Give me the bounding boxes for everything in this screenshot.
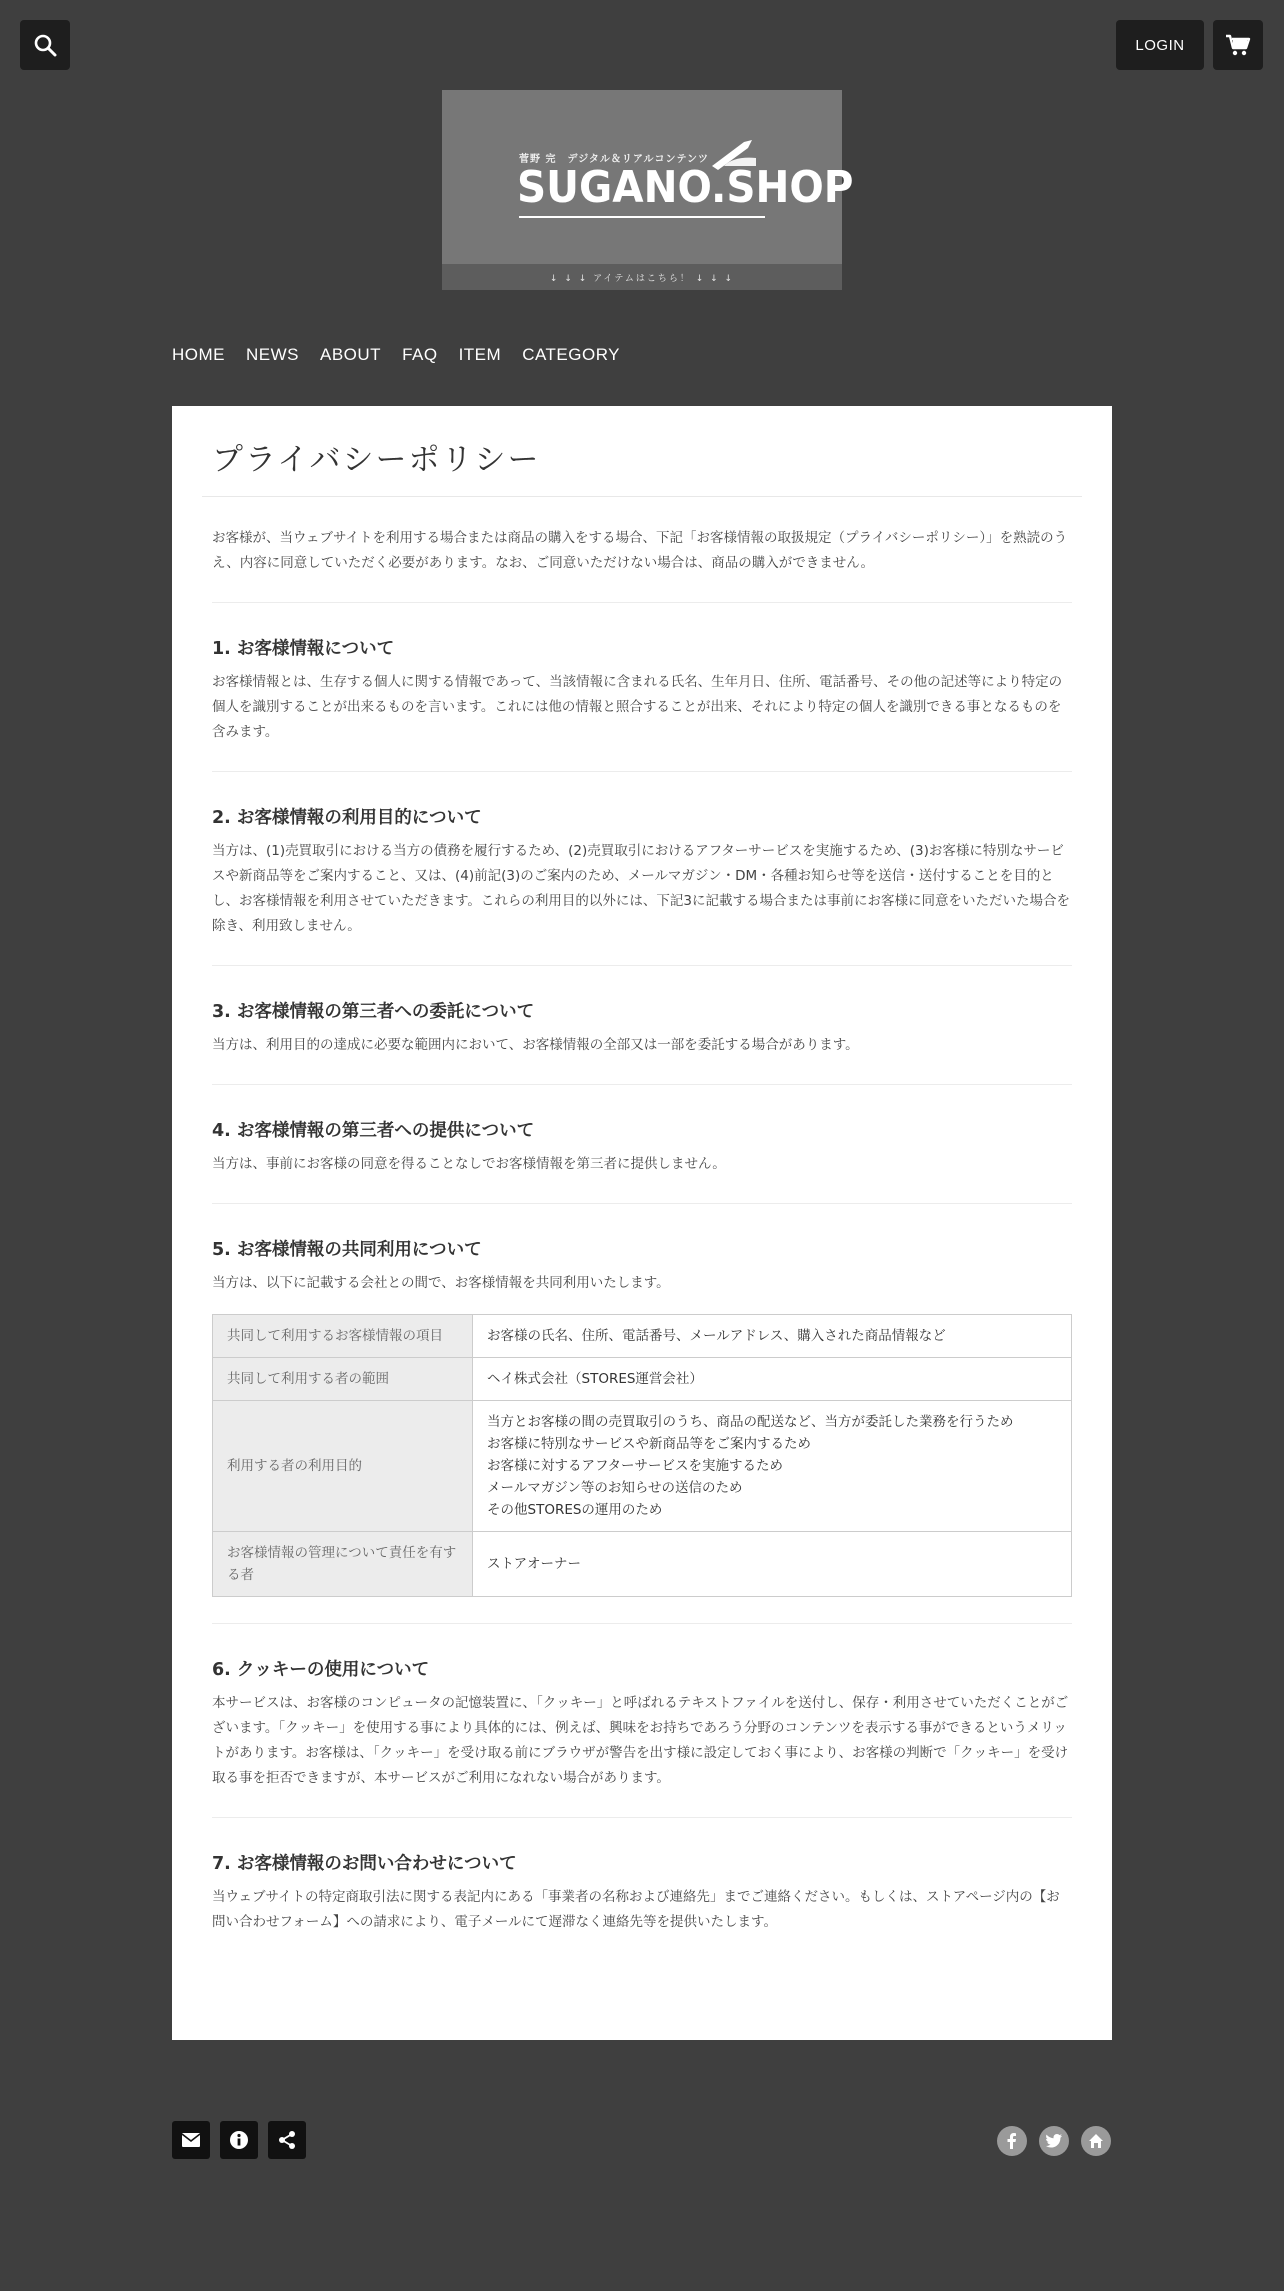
info-button[interactable] — [220, 2121, 258, 2159]
divider — [212, 602, 1072, 603]
home-icon — [1088, 2133, 1104, 2149]
section-heading: 7. お客様情報のお問い合わせについて — [212, 1854, 517, 1874]
section-heading: 3. お客様情報の第三者への委託について — [212, 1002, 535, 1022]
facebook-icon — [1005, 2133, 1019, 2149]
contact-button[interactable] — [172, 2121, 210, 2159]
purpose-line: メールマガジン等のお知らせの送信のため — [487, 1480, 743, 1496]
purpose-line: お客様に特別なサービスや新商品等をご案内するため — [487, 1436, 811, 1452]
facebook-link[interactable] — [997, 2126, 1027, 2156]
nav-news[interactable]: NEWS — [246, 345, 299, 364]
twitter-link[interactable] — [1039, 2126, 1069, 2156]
share-button[interactable] — [268, 2121, 306, 2159]
purpose-line: その他STORESの運用のため — [487, 1502, 663, 1518]
page-title: プライバシーポリシー — [212, 442, 541, 478]
table-cell: ストアオーナー — [473, 1532, 1072, 1597]
info-icon — [229, 2130, 249, 2150]
nav-home[interactable]: HOME — [172, 345, 225, 364]
cart-button[interactable] — [1213, 20, 1263, 70]
home-link[interactable] — [1081, 2126, 1111, 2156]
main-nav — [172, 345, 641, 365]
divider — [212, 1203, 1072, 1204]
section-heading: 2. お客様情報の利用目的について — [212, 808, 482, 828]
footer-links — [172, 2121, 306, 2159]
divider — [212, 1623, 1072, 1624]
section-heading: 4. お客様情報の第三者への提供について — [212, 1121, 535, 1141]
shop-logo[interactable] — [442, 90, 854, 290]
table-row — [213, 1401, 1072, 1532]
twitter-icon — [1046, 2134, 1062, 2148]
table-header-cell: お客様情報の管理について責任を有する者 — [213, 1532, 473, 1597]
search-button[interactable] — [20, 20, 70, 70]
nav-faq[interactable]: FAQ — [402, 345, 438, 364]
table-cell — [473, 1401, 1072, 1532]
nav-category[interactable]: CATEGORY — [522, 345, 621, 364]
cart-icon — [1225, 33, 1251, 57]
shared-use-table — [212, 1314, 1072, 1597]
purpose-line: 当方とお客様の間の売買取引のうち、商品の配送など、当方が委託した業務を行うため — [487, 1414, 1014, 1430]
table-cell: ヘイ株式会社（STORES運営会社） — [473, 1358, 1072, 1401]
table-cell: お客様の氏名、住所、電話番号、メールアドレス、購入された商品情報など — [473, 1315, 1072, 1358]
section-body: お客様情報とは、生存する個人に関する情報であって、当該情報に含まれる氏名、生年月日、住所、電話番号、その他の記述等により特定の個人を識別することが出来るものを言います。これには他の情報と照合することが出来、それにより特定の個人を識別できる事となるものを含みます。 — [212, 674, 1063, 740]
logo-wordmark: SUGANO.SHOP — [517, 162, 854, 213]
mail-icon — [182, 2133, 200, 2147]
section-heading: 6. クッキーの使用について — [212, 1660, 430, 1680]
section-body: 当方は、事前にお客様の同意を得ることなしでお客様情報を第三者に提供しません。 — [212, 1156, 726, 1172]
table-row — [213, 1532, 1072, 1597]
share-icon — [277, 2130, 297, 2150]
divider — [202, 496, 1082, 497]
logo-tagline: 菅野 完 デジタル＆リアルコンテンツ — [519, 154, 709, 165]
section-body: 当方は、以下に記載する会社との間で、お客様情報を共同利用いたします。 — [212, 1275, 670, 1291]
section-body: 当ウェブサイトの特定商取引法に関する表記内にある「事業者の名称および連絡先」までご連絡ください。もしくは、ストアページ内の【お問い合わせフォーム】への請求により、電子メールにて遅滞なく連絡先等を提供いたします。 — [212, 1889, 1060, 1930]
logo-underline — [519, 216, 765, 218]
table-header-cell: 共同して利用する者の範囲 — [213, 1358, 473, 1401]
policy-content — [212, 526, 1072, 1935]
divider — [212, 1817, 1072, 1818]
intro-text: お客様が、当ウェブサイトを利用する場合または商品の購入をする場合、下記「お客様情報の取扱規定（プライバシーポリシー）」を熟読のうえ、内容に同意していただく必要があります。なお、ご同意いただけない場合は、商品の購入ができません。 — [212, 530, 1068, 571]
logo-banner-text: ↓ ↓ ↓ アイテムはこちら！ ↓ ↓ ↓ — [442, 264, 842, 290]
table-header-cell: 利用する者の利用目的 — [213, 1401, 473, 1532]
table-row — [213, 1358, 1072, 1401]
purpose-line: お客様に対するアフターサービスを実施するため — [487, 1458, 784, 1474]
divider — [212, 771, 1072, 772]
social-links — [997, 2126, 1111, 2156]
section-body: 当方は、(1)売買取引における当方の債務を履行するため、(2)売買取引におけるアフターサービスを実施するため、(3)お客様に特別なサービスや新商品等をご案内すること、又は、(4)前記(3)のご案内のため、メールマガジン・DM・各種お知らせ等を送信・送付することを目的とし、お客様情報を利用させていただきます。これらの利用目的以外には、下記3に記載する場合または事前にお客様に同意をいただいた場合を除き、利用致しません。 — [212, 843, 1071, 934]
search-icon — [33, 33, 57, 57]
divider — [212, 1084, 1072, 1085]
section-heading: 1. お客様情報について — [212, 639, 395, 659]
nav-about[interactable]: ABOUT — [320, 345, 382, 364]
section-body: 本サービスは、お客様のコンピュータの記憶装置に、「クッキー」と呼ばれるテキストファイルを送付し、保存・利用させていただくことがございます。「クッキー」を使用する事により具体的には、例えば、興味をお持ちであろう分野のコンテンツを表示する事ができるというメリットがあります。お客様は、「クッキー」を受け取る前にブラウザが警告を出す様に設定しておく事により、お客様の判断で「クッキー」を受け取る事を拒否できますが、本サービスがご利用になれない場合があります。 — [212, 1695, 1069, 1786]
table-header-cell: 共同して利用するお客様情報の項目 — [213, 1315, 473, 1358]
table-row — [213, 1315, 1072, 1358]
divider — [212, 965, 1072, 966]
login-button[interactable]: LOGIN — [1116, 20, 1204, 70]
content-card — [172, 406, 1112, 2040]
nav-item[interactable]: ITEM — [458, 345, 502, 364]
section-heading: 5. お客様情報の共同利用について — [212, 1240, 482, 1260]
section-body: 当方は、利用目的の達成に必要な範囲内において、お客様情報の全部又は一部を委託する場合があります。 — [212, 1037, 859, 1053]
